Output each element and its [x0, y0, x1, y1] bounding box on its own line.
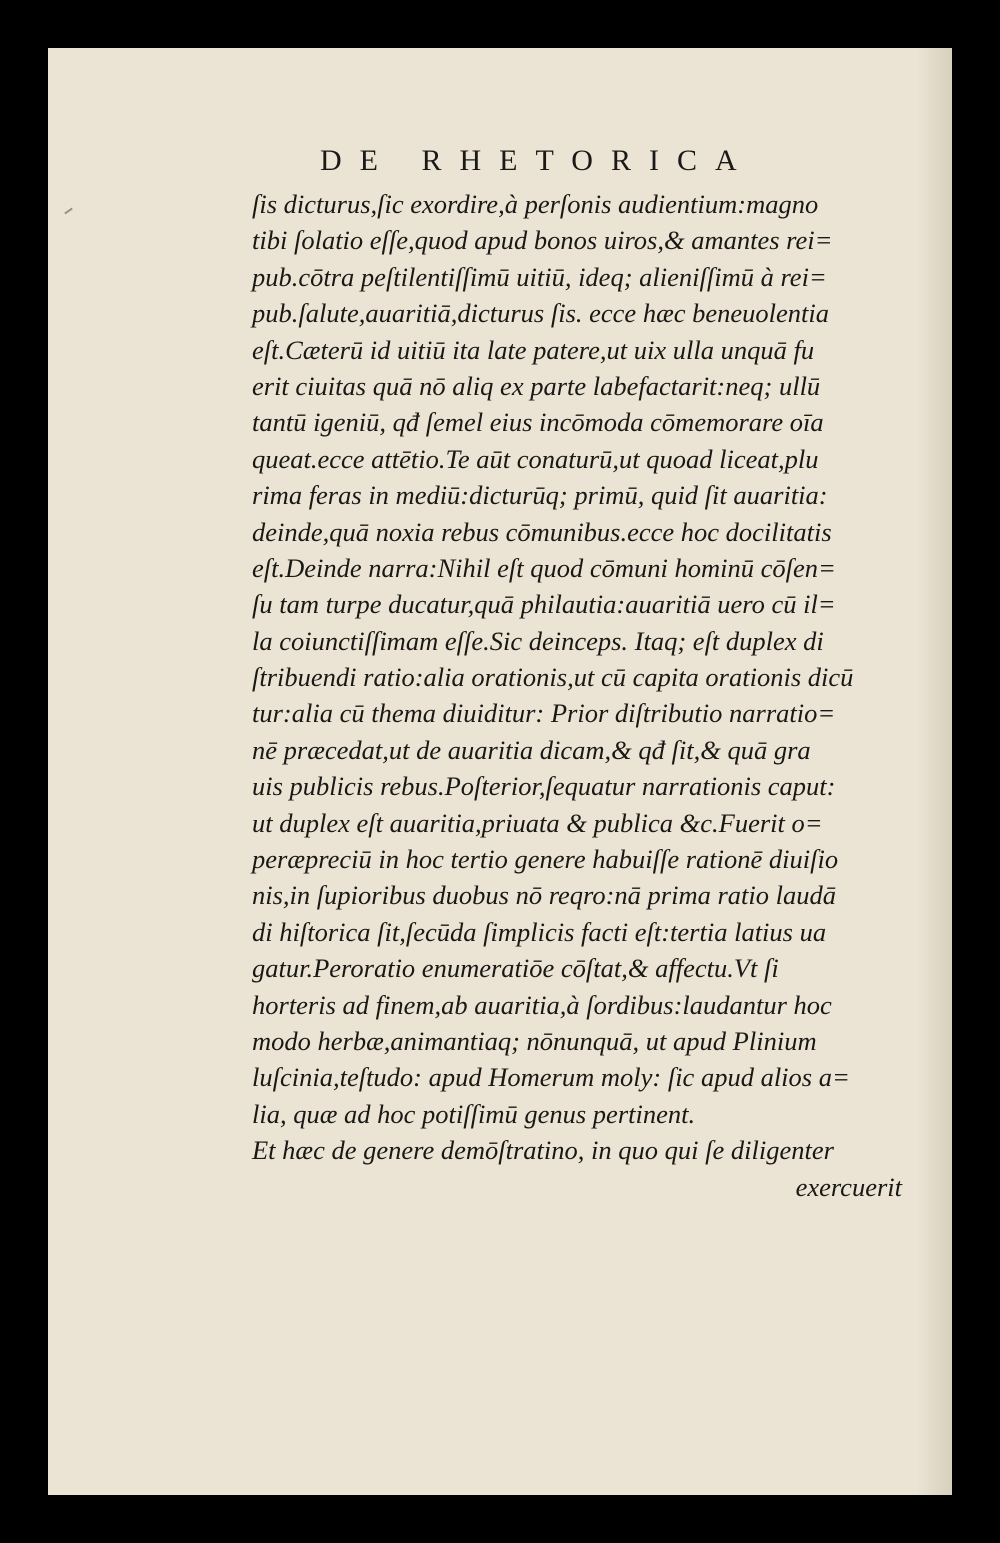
text-line: lia, quæ ad hoc potiſſimū genus pertinent.	[252, 1098, 696, 1129]
text-line: nis,in ſupioribus duobus nō reqro:nā prima ratio laudā	[252, 880, 837, 911]
margin-ink-mark	[64, 208, 73, 215]
book-page	[48, 48, 952, 1495]
text-line: tur:alia cū thema diuiditur: Prior diſtributio narratio=	[252, 698, 836, 729]
text-line: ſis dicturus,ſic exordire,à perſonis audientium:magno	[252, 189, 819, 219]
text-line: ut duplex eſt auaritia,priuata & publica &c.Fuerit o=	[252, 807, 823, 838]
text-line: rima feras in mediū:dicturūq; primū, quid ſit auaritia:	[252, 480, 828, 511]
text-line: ſu tam turpe ducatur,quā philautia:auaritiā uero cū il=	[252, 589, 836, 620]
text-line: gatur.Peroratio enumeratiōe cōſtat,& affectu.Vt ſi	[252, 953, 779, 984]
text-line: Et hæc de genere demōſtratino, in quo qui ſe diligenter	[252, 1135, 834, 1166]
text-line: deinde,quā noxia rebus cōmunibus.ecce hoc docilitatis	[252, 516, 832, 547]
text-line: tibi ſolatio eſſe,quod apud bonos uiros,& amantes rei=	[252, 225, 833, 256]
text-line: uis publicis rebus.Poſterior,ſequatur narrationis caput:	[252, 771, 836, 802]
text-line: pub.ſalute,auaritiā,dicturus ſis. ecce hæc beneuolentia	[252, 298, 830, 329]
text-line: erit ciuitas quā nō aliq ex parte labefactarit:neq; ullū	[252, 370, 821, 401]
text-line: peræpreciū in hoc tertio genere habuiſſe rationē diuiſio	[252, 844, 839, 875]
text-line: nē præcedat,ut de auaritia dicam,& qđ ſit,& quā gra	[252, 734, 811, 765]
text-line: modo herbæ,animantiaq; nōnunquā, ut apud Plinium	[252, 1025, 817, 1056]
catchword: exercuerit	[795, 1171, 902, 1202]
text-line: eſt.Deinde narra:Nihil eſt quod cōmuni hominū cōſen=	[252, 552, 836, 583]
page-running-title: DE RHETORICA	[320, 144, 755, 177]
text-line: queat.ecce attētio.Te aūt conaturū,ut quoad liceat,plu	[252, 443, 819, 474]
text-line: luſcinia,teſtudo: apud Homerum moly: ſic apud alios a=	[252, 1062, 850, 1093]
text-line: la coiunctiſſimam eſſe.Sic deinceps. Itaq; eſt duplex di	[252, 625, 824, 656]
page-text-block	[252, 186, 912, 1205]
text-line: eſt.Cæterū id uitiū ita late patere,ut uix ulla unquā fu	[252, 334, 815, 365]
text-line: tantū igeniū, qđ ſemel eius incōmoda cōmemorare oīa	[252, 407, 824, 438]
text-line: horteris ad finem,ab auaritia,à ſordibus:laudantur hoc	[252, 989, 832, 1020]
text-line: di hiſtorica ſit,ſecūda ſimplicis facti eſt:tertia latius ua	[252, 916, 827, 947]
text-line: pub.cōtra peſtilentiſſimū uitiū, ideq; alieniſſimū à rei=	[252, 261, 827, 292]
text-line: ſtribuendi ratio:alia orationis,ut cū capita orationis dicū	[252, 662, 854, 693]
